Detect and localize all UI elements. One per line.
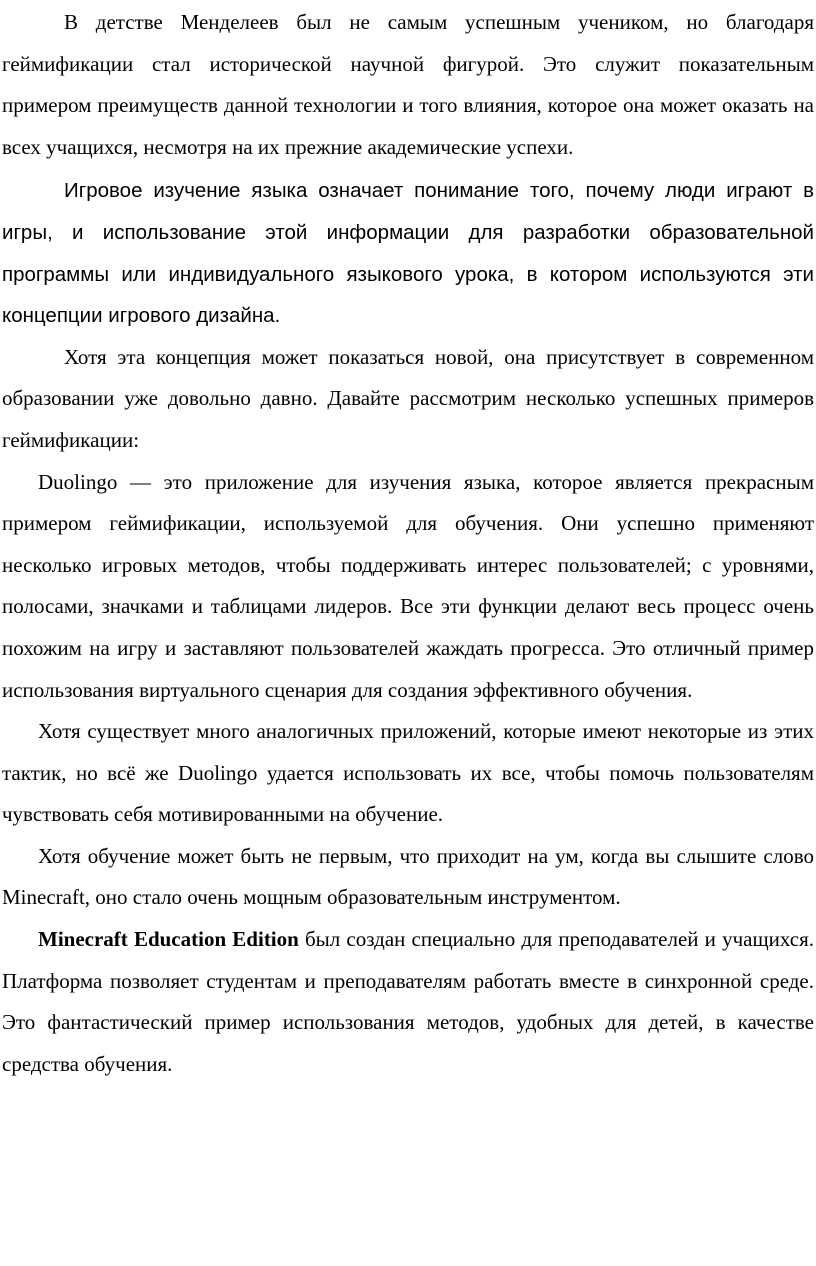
paragraph-concept-intro: Хотя эта концепция может показаться новой, она присутствует в современном образовании уже довольно давно. Давайте рассмотрим несколько успешных примеров геймификации:: [2, 344, 814, 452]
paragraph-mendeleev: В детстве Менделеев был не самым успешным учеником, но благодаря геймификации стал исторической научной фигурой. Это служит показательным примером преимуществ данной технологии и того влияния, которое она может оказать на всех учащихся, несмотря на их прежние академические успехи.: [2, 10, 814, 159]
minecraft-education-text: был создан специально для преподавателей и учащихся. Платформа позволяет студентам и преподавателям работать вместе в синхронной среде. Это фантастический пример использования методов, удобных для детей, в качестве средства обучения.: [2, 927, 814, 1076]
minecraft-education-edition-title: Minecraft Education Edition: [38, 927, 299, 952]
paragraph-duolingo: Duolingo — это приложение для изучения языка, которое является прекрасным примером геймификации, используемой для обучения. Они успешно применяют несколько игровых методов, чтобы поддерживать интерес пользователей; с уровнями, полосами, значками и таблицами лидеров. Все эти функции делают весь процесс очень похожим на игру и заставляют пользователей жаждать прогресса. Это отличный пример использования виртуального сценария для создания эффективного обучения.: [2, 469, 814, 702]
paragraph-game-language-learning: Игровое изучение языка означает понимание того, почему люди играют в игры, и использование этой информации для разработки образовательной программы или индивидуального языкового урока, в котором используются эти концепции игрового дизайна.: [2, 179, 814, 328]
paragraph-minecraft-education: [2, 919, 814, 1085]
paragraph-minecraft-intro: Хотя обучение может быть не первым, что приходит на ум, когда вы слышите слово Minecraft, оно стало очень мощным образовательным инструментом.: [2, 843, 814, 910]
paragraph-similar-apps: Хотя существует много аналогичных приложений, которые имеют некоторые из этих тактик, но всё же Duolingo удается использовать их все, чтобы помочь пользователям чувствовать себя мотивированными на обучение.: [2, 719, 814, 827]
